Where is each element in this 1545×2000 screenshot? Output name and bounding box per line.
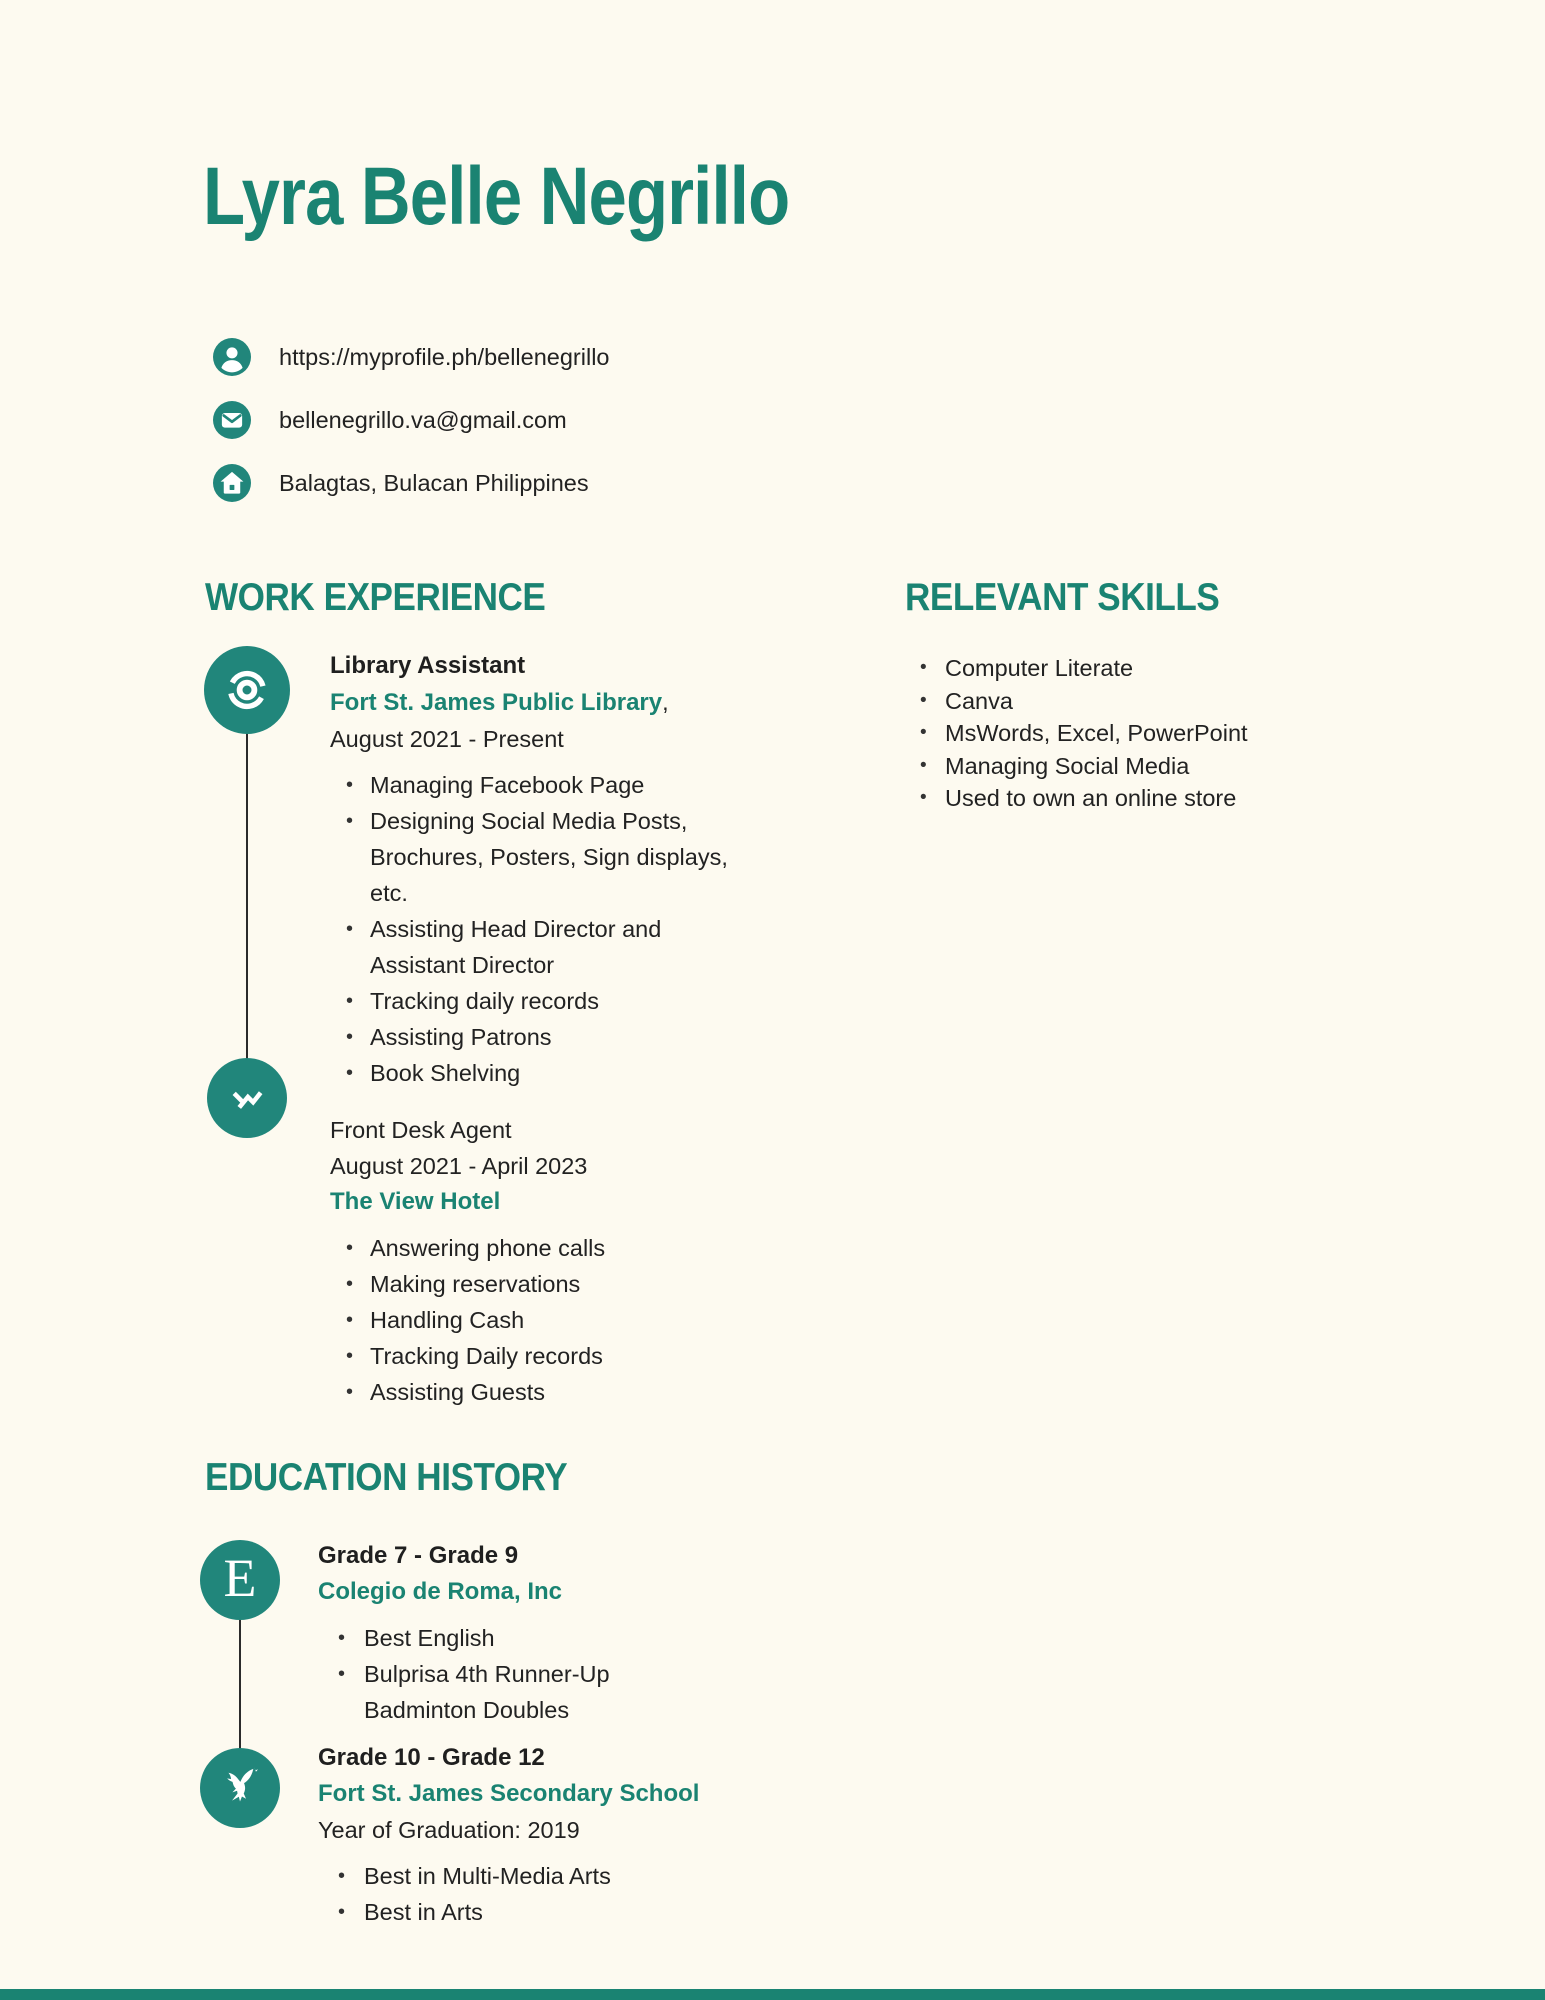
job-company: The View Hotel bbox=[330, 1188, 501, 1215]
job-bullet: • Book Shelving bbox=[330, 1055, 742, 1091]
job-dates: August 2021 - April 2023 bbox=[330, 1153, 588, 1179]
skill-item: • Managing Social Media bbox=[918, 750, 1398, 783]
email-address: bellenegrillo.va@gmail.com bbox=[279, 406, 567, 433]
job-company: Fort St. James Public Library bbox=[330, 689, 663, 716]
skill-item: • Canva bbox=[918, 685, 1398, 718]
job-entry-front-desk-agent bbox=[330, 1112, 605, 1410]
job-bullet: • Assisting Patrons bbox=[330, 1019, 742, 1055]
job-title: Library Assistant bbox=[330, 652, 526, 679]
job-company-line bbox=[330, 684, 742, 721]
job-bullet: • Designing Social Media Posts, Brochures, Posters, Sign displays, etc. bbox=[330, 803, 742, 911]
hotel-logo-icon bbox=[207, 1058, 287, 1138]
job-bullet: • Answering phone calls bbox=[330, 1230, 605, 1266]
job-bullet: • Assisting Guests bbox=[330, 1374, 605, 1410]
profile-icon bbox=[213, 338, 251, 376]
education-school: Colegio de Roma, Inc bbox=[318, 1578, 563, 1605]
job-bullet: • Managing Facebook Page bbox=[330, 767, 742, 803]
letter-e-glyph: E bbox=[223, 1548, 257, 1608]
profile-url: https://myprofile.ph/bellenegrillo bbox=[279, 343, 610, 370]
education-bullet-list bbox=[318, 1620, 630, 1728]
education-bullet-list bbox=[318, 1858, 630, 1930]
education-grades: Grade 7 - Grade 9 bbox=[318, 1542, 519, 1569]
education-entry-fort-st-james bbox=[318, 1740, 699, 1930]
education-entry-colegio-de-roma bbox=[318, 1538, 630, 1728]
job-bullet-list bbox=[330, 767, 742, 1091]
education-grades: Grade 10 - Grade 12 bbox=[318, 1744, 545, 1771]
home-icon bbox=[213, 464, 251, 502]
job-entry-library-assistant bbox=[330, 648, 742, 1091]
library-logo-icon bbox=[204, 646, 290, 734]
skill-item: • Used to own an online store bbox=[918, 782, 1398, 815]
job-bullet: • Making reservations bbox=[330, 1266, 605, 1302]
email-icon bbox=[213, 401, 251, 439]
skills-list bbox=[918, 652, 1398, 815]
education-bullet: • Best in Multi-Media Arts bbox=[318, 1858, 630, 1894]
job-bullet-list bbox=[330, 1230, 605, 1410]
job-dates: August 2021 - Present bbox=[330, 726, 564, 752]
relevant-skills-heading: RELEVANT SKILLS bbox=[905, 576, 1220, 619]
letter-e-school-icon bbox=[200, 1540, 280, 1620]
location-text: Balagtas, Bulacan Philippines bbox=[279, 469, 589, 496]
education-bullet: • Best English bbox=[318, 1620, 630, 1656]
education-history-heading: EDUCATION HISTORY bbox=[205, 1456, 568, 1499]
job-company-suffix: , bbox=[662, 689, 669, 715]
timeline-connector bbox=[246, 690, 248, 1100]
education-detail: Year of Graduation: 2019 bbox=[318, 1817, 580, 1843]
job-bullet: • Assisting Head Director and Assistant Director bbox=[330, 911, 742, 983]
job-title: Front Desk Agent bbox=[330, 1117, 512, 1143]
eagle-school-icon bbox=[200, 1748, 280, 1828]
job-bullet: • Tracking Daily records bbox=[330, 1338, 605, 1374]
work-experience-heading: WORK EXPERIENCE bbox=[205, 576, 546, 619]
education-bullet: • Best in Arts bbox=[318, 1894, 630, 1930]
footer-accent-bar bbox=[0, 1989, 1545, 2000]
contact-row-profile bbox=[213, 337, 609, 377]
skill-item: • MsWords, Excel, PowerPoint bbox=[918, 717, 1398, 750]
education-school: Fort St. James Secondary School bbox=[318, 1780, 700, 1807]
contact-row-email bbox=[213, 400, 567, 440]
education-bullet: • Bulprisa 4th Runner-Up Badminton Doubles bbox=[318, 1656, 630, 1728]
job-bullet: • Tracking daily records bbox=[330, 983, 742, 1019]
page-title: Lyra Belle Negrillo bbox=[203, 151, 790, 242]
contact-row-location bbox=[213, 463, 589, 503]
skill-item: • Computer Literate bbox=[918, 652, 1398, 685]
job-bullet: • Handling Cash bbox=[330, 1302, 605, 1338]
